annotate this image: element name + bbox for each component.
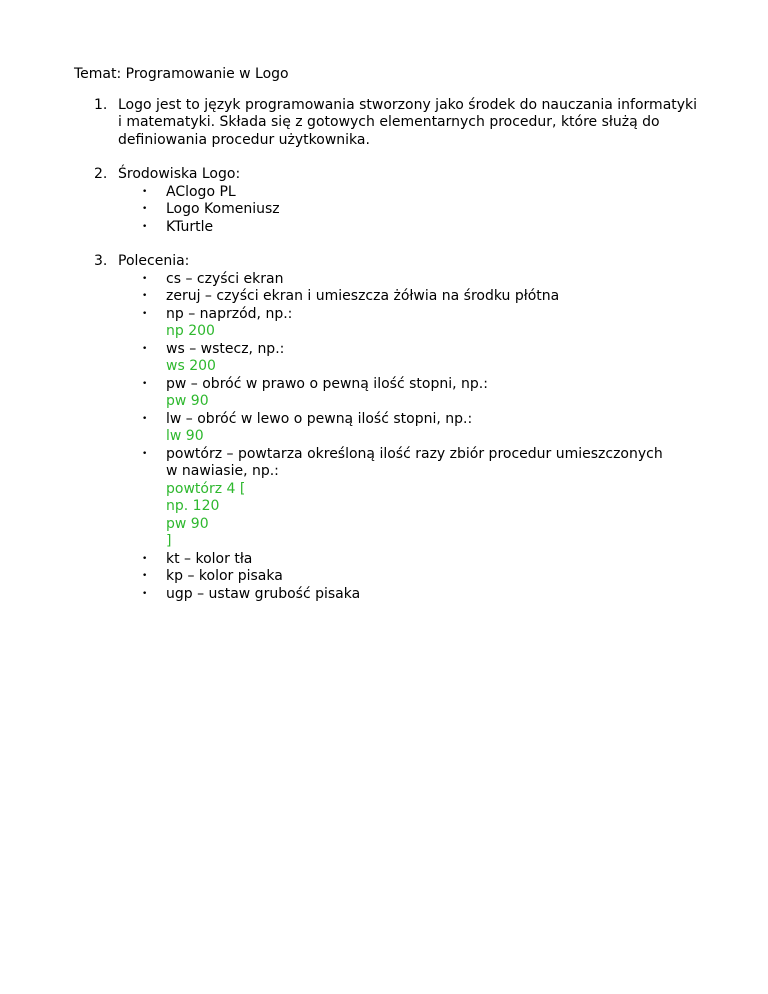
list-item-text: Logo Komeniusz [166, 201, 280, 217]
bullet-icon: • [142, 291, 148, 301]
bullet-icon: • [142, 221, 148, 232]
list-item [118, 184, 714, 202]
command-description: powtórz – powtarza określoną ilość razy zbiór procedur umieszczonych [166, 445, 663, 462]
list-item-text: AClogo PL [166, 183, 236, 200]
command-description-continued: w nawiasie, np.: [166, 463, 279, 479]
list-item [118, 376, 714, 411]
document-title: Temat: Programowanie w Logo [74, 66, 289, 82]
bullet-icon: • [142, 343, 148, 354]
document-body [74, 66, 714, 620]
list-item-text: KTurtle [166, 218, 214, 235]
code-example: pw 90 [166, 515, 209, 532]
command-description: ws – wstecz, np.: [166, 340, 285, 357]
command-description: np – naprzód, np.: [166, 305, 293, 322]
command-description: kp – kolor pisaka [166, 568, 283, 584]
environment-list [118, 184, 714, 237]
code-example: ] [166, 533, 172, 549]
list-item [118, 219, 714, 237]
section-heading: Polecenia: [118, 253, 190, 269]
command-description: lw – obróć w lewo o pewną ilość stopni, np.: [166, 410, 473, 427]
bullet-icon: • [142, 308, 148, 319]
bullet-icon: • [142, 204, 148, 214]
code-example: powtórz 4 [ [166, 480, 246, 497]
list-item [118, 446, 714, 551]
section-heading: Środowiska Logo: [118, 166, 241, 182]
bullet-icon: • [142, 413, 148, 424]
bullet-icon: • [142, 448, 148, 459]
command-description: ugp – ustaw grubość pisaka [166, 585, 361, 602]
list-item [118, 271, 714, 289]
list-item [118, 411, 714, 446]
section-2 [74, 166, 714, 236]
code-example: np. 120 [166, 498, 220, 514]
code-example: np 200 [166, 323, 215, 339]
command-description: zeruj – czyści ekran i umieszcza żółwia na środku płótna [166, 288, 560, 304]
list-item [118, 586, 714, 604]
list-item [118, 341, 714, 376]
code-example: lw 90 [166, 428, 204, 444]
bullet-icon: • [142, 588, 148, 599]
bullet-icon: • [142, 186, 148, 197]
section-3 [74, 253, 714, 603]
section-text-line: Logo jest to język programowania stworzony jako środek do nauczania informatyki [118, 96, 698, 113]
list-item [118, 288, 714, 306]
command-description: kt – kolor tła [166, 550, 253, 567]
list-item [118, 551, 714, 569]
section-text-line: definiowania procedur użytkownika. [118, 131, 370, 148]
code-example: ws 200 [166, 358, 216, 374]
command-list [118, 271, 714, 604]
bullet-icon: • [142, 273, 148, 284]
section-number: 2. [94, 166, 108, 182]
bullet-icon: • [142, 378, 148, 389]
section-number: 3. [94, 253, 108, 269]
bullet-icon: • [142, 571, 148, 581]
list-item [118, 306, 714, 341]
command-description: cs – czyści ekran [166, 270, 284, 287]
list-item [118, 568, 714, 586]
command-description: pw – obróć w prawo o pewną ilość stopni, np.: [166, 375, 488, 392]
section-number: 1. [94, 96, 108, 113]
section-1 [74, 97, 714, 150]
bullet-icon: • [142, 553, 148, 564]
code-example: pw 90 [166, 393, 209, 409]
section-text-line: i matematyki. Składa się z gotowych elementarnych procedur, które służą do [118, 114, 660, 130]
list-item [118, 201, 714, 219]
